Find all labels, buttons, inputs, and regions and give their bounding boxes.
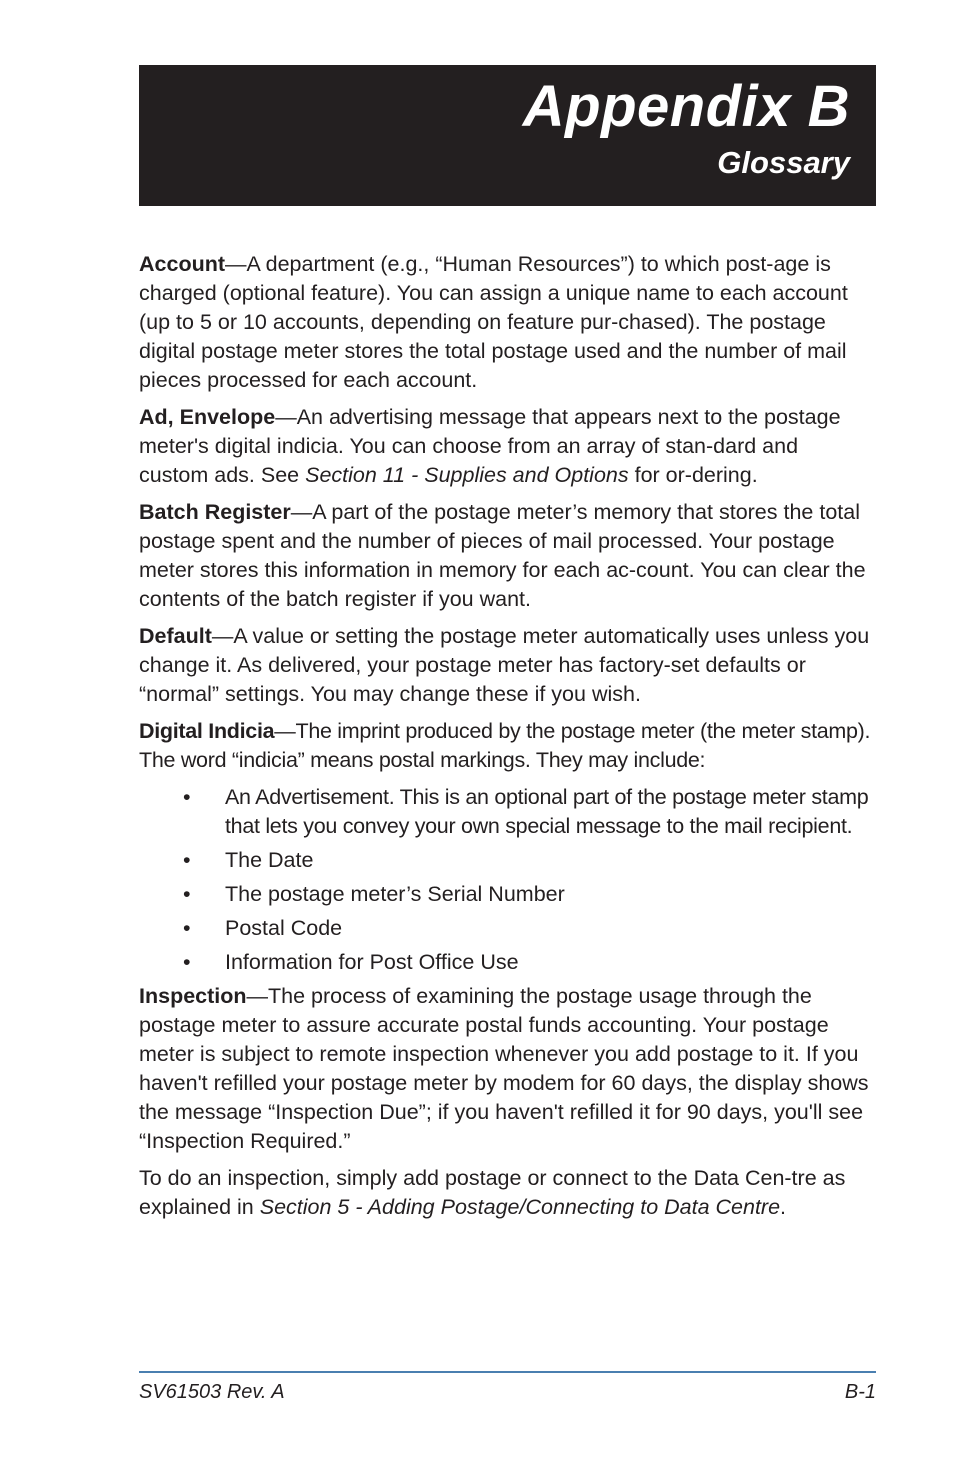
list-item xyxy=(139,846,871,875)
definition: —The process of examining the postage usage through the postage meter to assure accurate postal funds accounting. Your postage meter is subject to remote inspection whenever you add postage to it. If you haven't refilled your postage meter by modem for 60 days, the display shows the message “Inspection Due”; if you haven't refilled it for 90 days, you'll see “Inspection Required.” xyxy=(139,984,869,1153)
bullet-icon: • xyxy=(183,882,191,906)
list-item xyxy=(139,880,871,909)
bullet-icon: • xyxy=(183,785,191,809)
bullet-icon: • xyxy=(183,848,191,872)
definition: —An advertising message that appears next to the postage meter's digital indicia. You can choose from an array of stan-dard and custom ads. See xyxy=(139,405,841,487)
definition: —A part of the postage meter’s memory that stores the total postage spent and the number of pieces of mail processed. Your postage meter stores this information in memory for each ac-count. You can clear the contents of the batch register if you want. xyxy=(139,500,866,611)
section-reference: Section 11 - Supplies and Options xyxy=(305,463,629,487)
term: Account xyxy=(139,252,225,276)
bullet-icon: • xyxy=(183,916,191,940)
appendix-header xyxy=(139,65,876,206)
definition-tail: for or-dering. xyxy=(628,463,758,487)
list-item-text: The Date xyxy=(225,848,314,872)
term: Default xyxy=(139,624,212,648)
entry-batch-register xyxy=(139,498,871,614)
definition: —The imprint produced by the postage meter (the meter stamp). The word “indicia” means postal markings. They may include: xyxy=(139,719,871,772)
term: Inspection xyxy=(139,984,247,1008)
followup-tail: . xyxy=(780,1195,787,1219)
entry-ad-envelope xyxy=(139,403,871,490)
entry-inspection xyxy=(139,982,871,1156)
list-item-text: The postage meter’s Serial Number xyxy=(225,882,565,906)
appendix-subtitle: Glossary xyxy=(717,145,850,180)
list-item-text: An Advertisement. This is an optional part of the postage meter stamp that lets you convey your own special message to the mail recipient. xyxy=(225,785,869,838)
document-id: SV61503 Rev. A xyxy=(139,1381,285,1403)
footer-rule xyxy=(139,1371,876,1373)
list-item xyxy=(139,783,871,841)
indicia-list xyxy=(139,783,871,977)
list-item xyxy=(139,948,871,977)
term: Batch Register xyxy=(139,500,291,524)
definition: —A value or setting the postage meter automatically uses unless you change it. As delivered, your postage meter has factory-set defaults or “normal” settings. You may change these if you wish. xyxy=(139,624,870,706)
term: Digital Indicia xyxy=(139,719,275,743)
definition: —A department (e.g., “Human Resources”) to which post-age is charged (optional feature). You can assign a unique name to each account (up to 5 or 10 accounts, depending on feature pur-chased). The postage digital postage meter stores the total postage used and the number of mail pieces processed for each account. xyxy=(139,252,848,392)
followup-text: To do an inspection, simply add postage or connect to the Data Cen-tre as explained in xyxy=(139,1166,846,1219)
entry-digital-indicia xyxy=(139,717,871,775)
list-item-text: Postal Code xyxy=(225,916,343,940)
entry-account xyxy=(139,250,871,395)
term: Ad, Envelope xyxy=(139,405,276,429)
glossary-body xyxy=(139,250,871,1230)
appendix-title: Appendix B xyxy=(522,74,850,139)
bullet-icon: • xyxy=(183,950,191,974)
section-reference: Section 5 - Adding Postage/Connecting to Data Centre xyxy=(259,1195,781,1219)
page-number: B-1 xyxy=(844,1381,876,1403)
entry-default xyxy=(139,622,871,709)
list-item xyxy=(139,914,871,943)
inspection-followup xyxy=(139,1164,871,1222)
list-item-text: Information for Post Office Use xyxy=(225,950,519,974)
